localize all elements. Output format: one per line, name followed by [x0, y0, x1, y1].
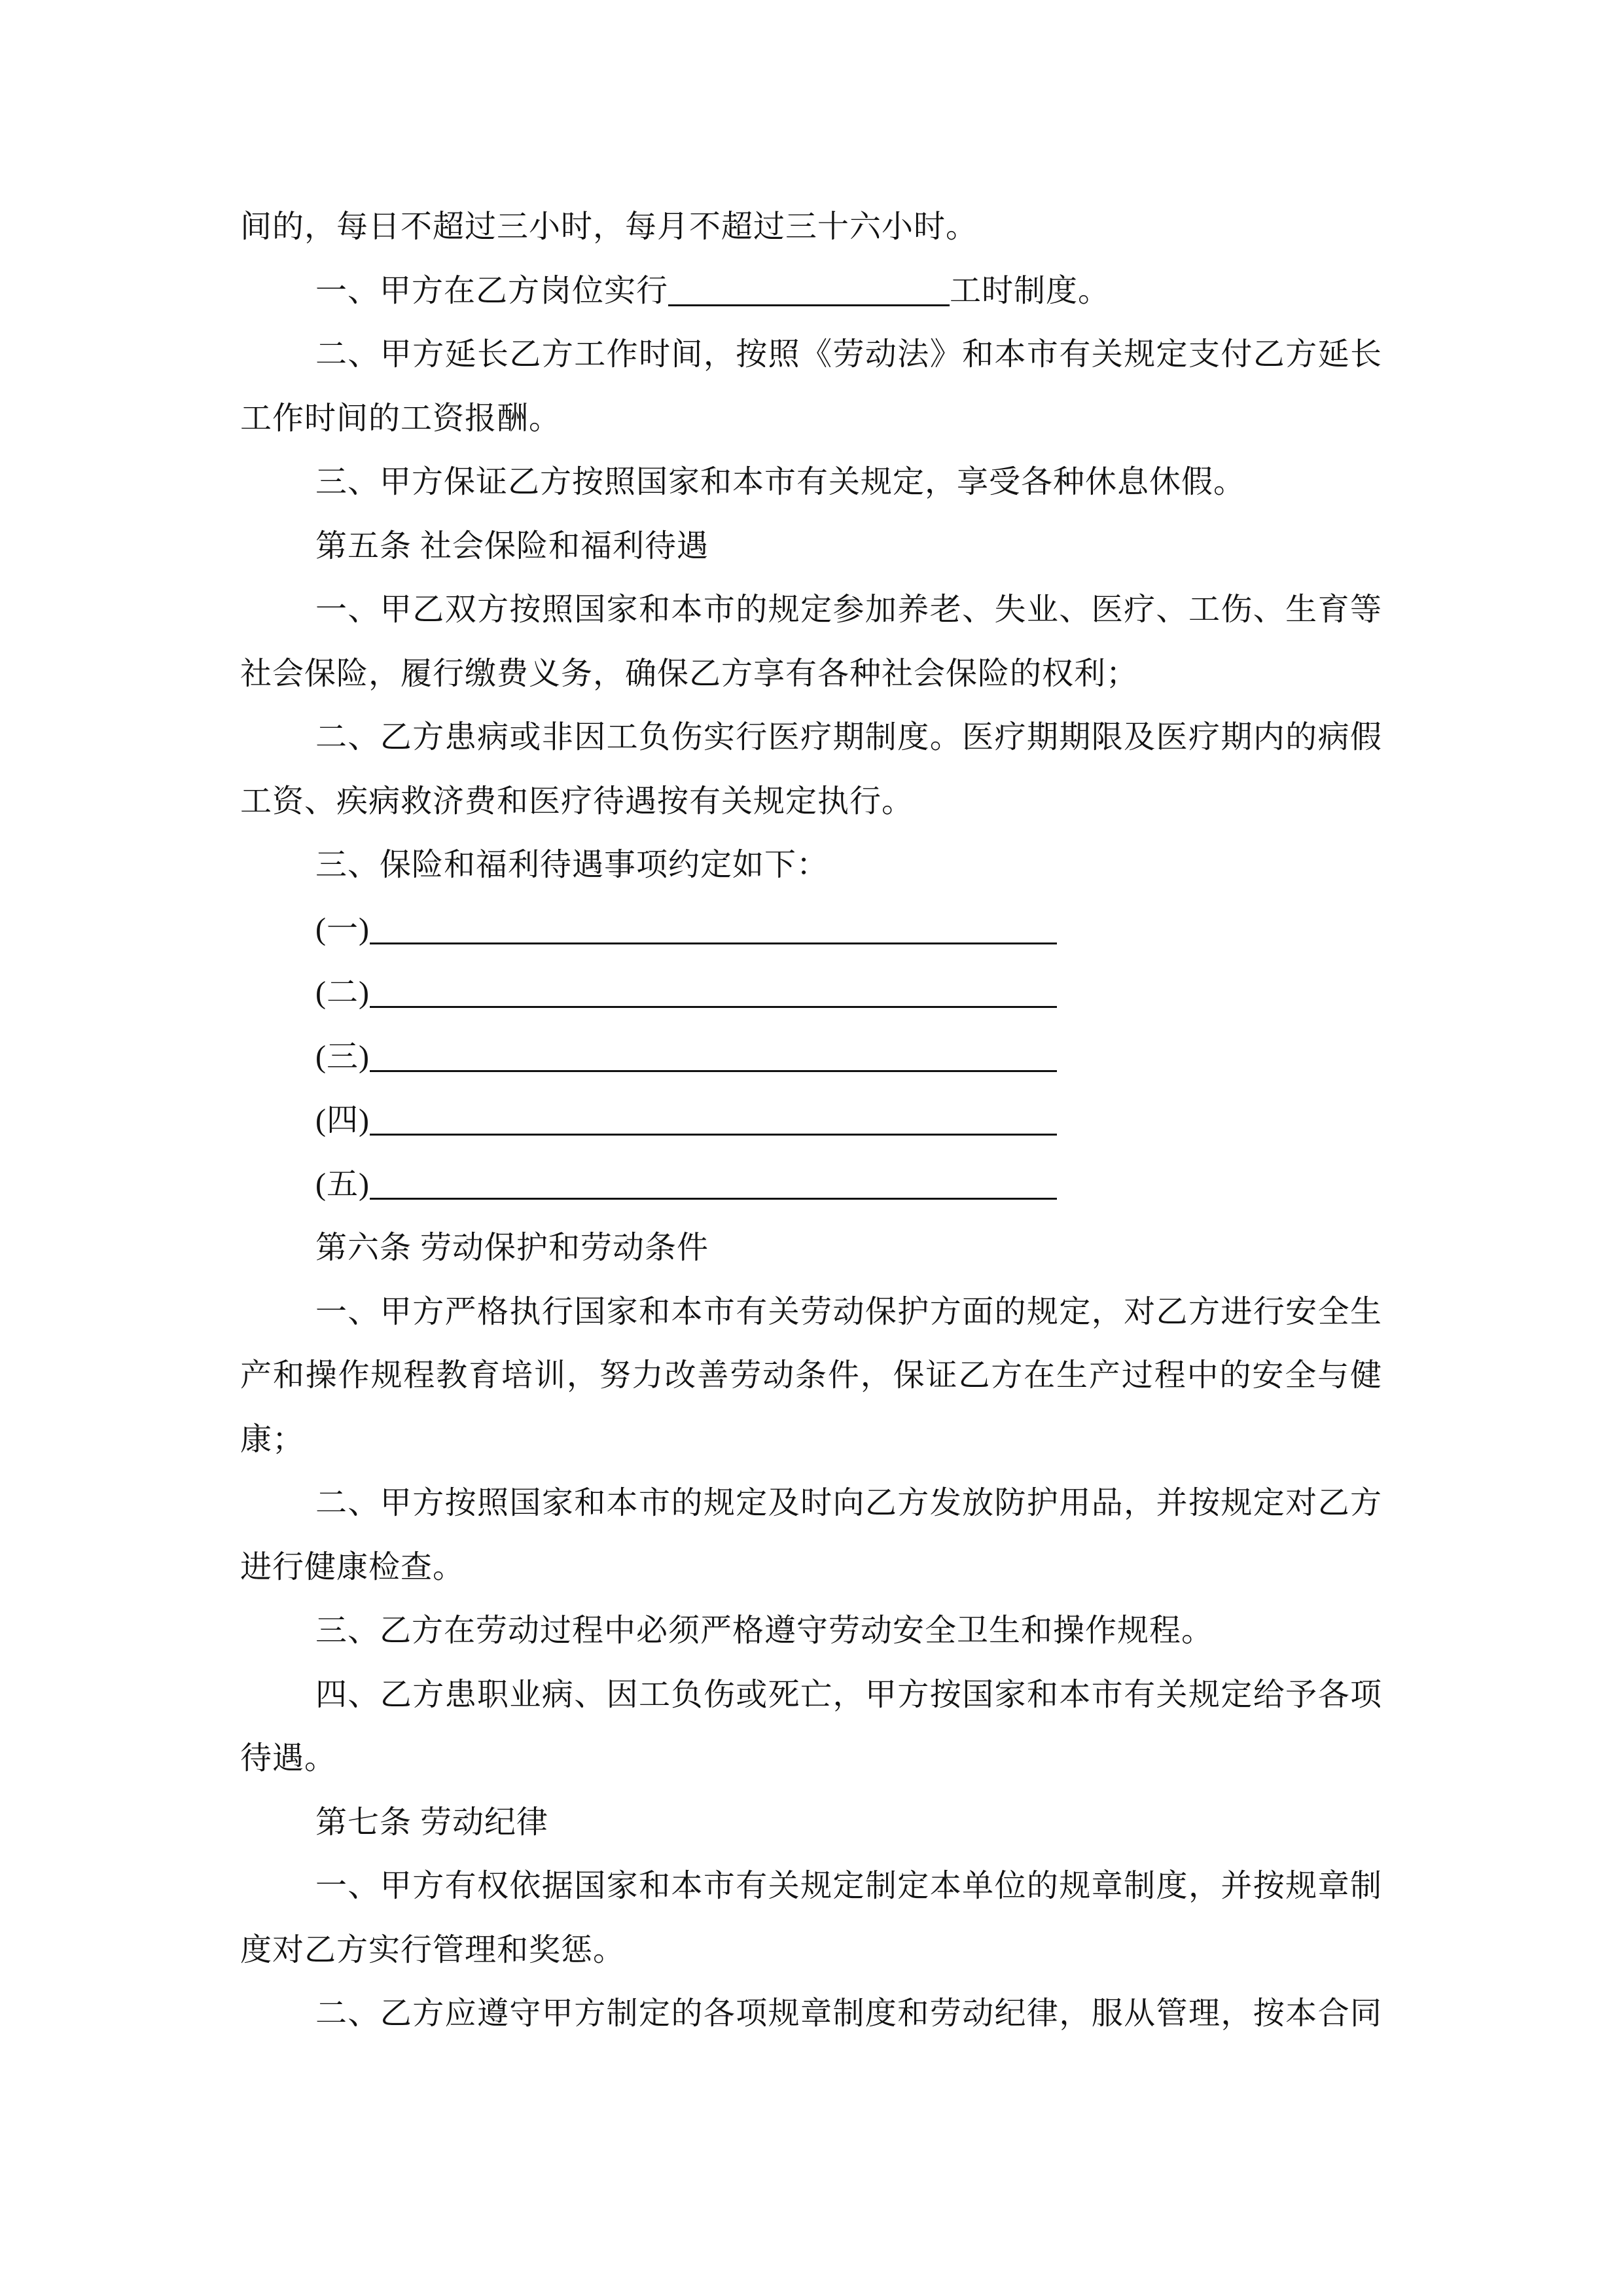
text-line — [240, 1408, 1382, 1472]
text-run: 工资、疾病救济费和医疗待遇按有关规定执行。 — [240, 783, 914, 819]
text-line — [240, 1854, 1382, 1918]
text-run: 三、甲方保证乙方按照国家和本市有关规定，享受各种休息休假。 — [315, 465, 1246, 499]
text-line — [240, 1280, 1382, 1344]
text-run: 产和操作规程教育培训，努力改善劳动条件，保证乙方在生产过程中的安全与健 — [240, 1358, 1382, 1393]
text-run: 一、甲方严格执行国家和本市有关劳动保护方面的规定，对乙方进行安全生 — [315, 1294, 1382, 1329]
text-run: 第六条 劳动保护和劳动条件 — [315, 1230, 709, 1265]
text-run: 工时制度。 — [950, 273, 1111, 308]
text-run: 工作时间的工资报酬。 — [240, 401, 562, 436]
text-line — [240, 1088, 1382, 1153]
text-run: 进行健康检查。 — [240, 1549, 465, 1585]
text-line — [240, 1918, 1382, 1982]
text-line — [240, 195, 1382, 259]
text-run: 三、乙方在劳动过程中必须严格遵守劳动安全卫生和操作规程。 — [315, 1613, 1214, 1648]
text-line — [240, 259, 1382, 323]
text-run: 二、乙方患病或非因工负伤实行医疗期制度。医疗期期限及医疗期内的病假 — [315, 720, 1382, 755]
text-run: 间的，每日不超过三小时，每月不超过三十六小时。 — [240, 209, 978, 244]
text-line — [240, 323, 1382, 387]
text-line — [240, 1025, 1382, 1089]
text-run: 第七条 劳动纪律 — [315, 1804, 549, 1840]
text-line — [240, 1663, 1382, 1727]
text-line — [240, 770, 1382, 834]
blank-underline — [370, 1070, 1057, 1072]
text-run: 一、甲方在乙方岗位实行 — [315, 273, 669, 308]
text-line — [240, 1727, 1382, 1791]
text-run: (二) — [315, 975, 370, 1010]
text-run: 一、甲乙双方按照国家和本市的规定参加养老、失业、医疗、工伤、生育等 — [315, 592, 1382, 627]
text-line — [240, 1599, 1382, 1663]
text-line — [240, 450, 1382, 514]
text-run: 三、保险和福利待遇事项约定如下： — [315, 848, 829, 882]
text-run: 二、甲方按照国家和本市的规定及时向乙方发放防护用品，并按规定对乙方 — [315, 1486, 1382, 1520]
text-run: 康； — [240, 1422, 305, 1457]
text-line — [240, 833, 1382, 897]
text-line — [240, 706, 1382, 770]
text-line — [240, 1216, 1382, 1280]
text-run: 度对乙方实行管理和奖惩。 — [240, 1932, 626, 1967]
text-line — [240, 961, 1382, 1025]
text-line — [240, 1535, 1382, 1600]
text-run: 二、甲方延长乙方工作时间，按照《劳动法》和本市有关规定支付乙方延长 — [315, 337, 1382, 372]
text-run: 社会保险，履行缴费义务，确保乙方享有各种社会保险的权利； — [240, 656, 1139, 691]
text-run: 四、乙方患职业病、因工负伤或死亡，甲方按国家和本市有关规定给予各项 — [315, 1677, 1382, 1712]
text-run: 二、乙方应遵守甲方制定的各项规章制度和劳动纪律，服从管理，按本合同 — [315, 1996, 1382, 2031]
text-line — [240, 387, 1382, 451]
text-run: 待遇。 — [240, 1741, 337, 1776]
text-run: (四) — [315, 1103, 370, 1138]
blank-underline — [370, 1134, 1057, 1136]
text-line — [240, 514, 1382, 579]
text-line — [240, 1471, 1382, 1535]
text-run: (一) — [315, 911, 370, 946]
text-line — [240, 1153, 1382, 1217]
blank-underline — [370, 1006, 1057, 1008]
blank-underline — [370, 942, 1057, 944]
document-content — [240, 195, 1382, 2046]
text-line — [240, 578, 1382, 642]
text-run: 第五条 社会保险和福利待遇 — [315, 528, 709, 564]
text-run: (五) — [315, 1166, 370, 1202]
blank-underline — [370, 1198, 1057, 1200]
blank-underline — [668, 304, 950, 306]
text-line — [240, 642, 1382, 706]
text-line — [240, 1982, 1382, 2046]
text-line — [240, 1344, 1382, 1408]
text-run: (三) — [315, 1039, 370, 1074]
text-line — [240, 897, 1382, 961]
text-run: 一、甲方有权依据国家和本市有关规定制定本单位的规章制度，并按规章制 — [315, 1869, 1382, 1903]
text-line — [240, 1791, 1382, 1855]
